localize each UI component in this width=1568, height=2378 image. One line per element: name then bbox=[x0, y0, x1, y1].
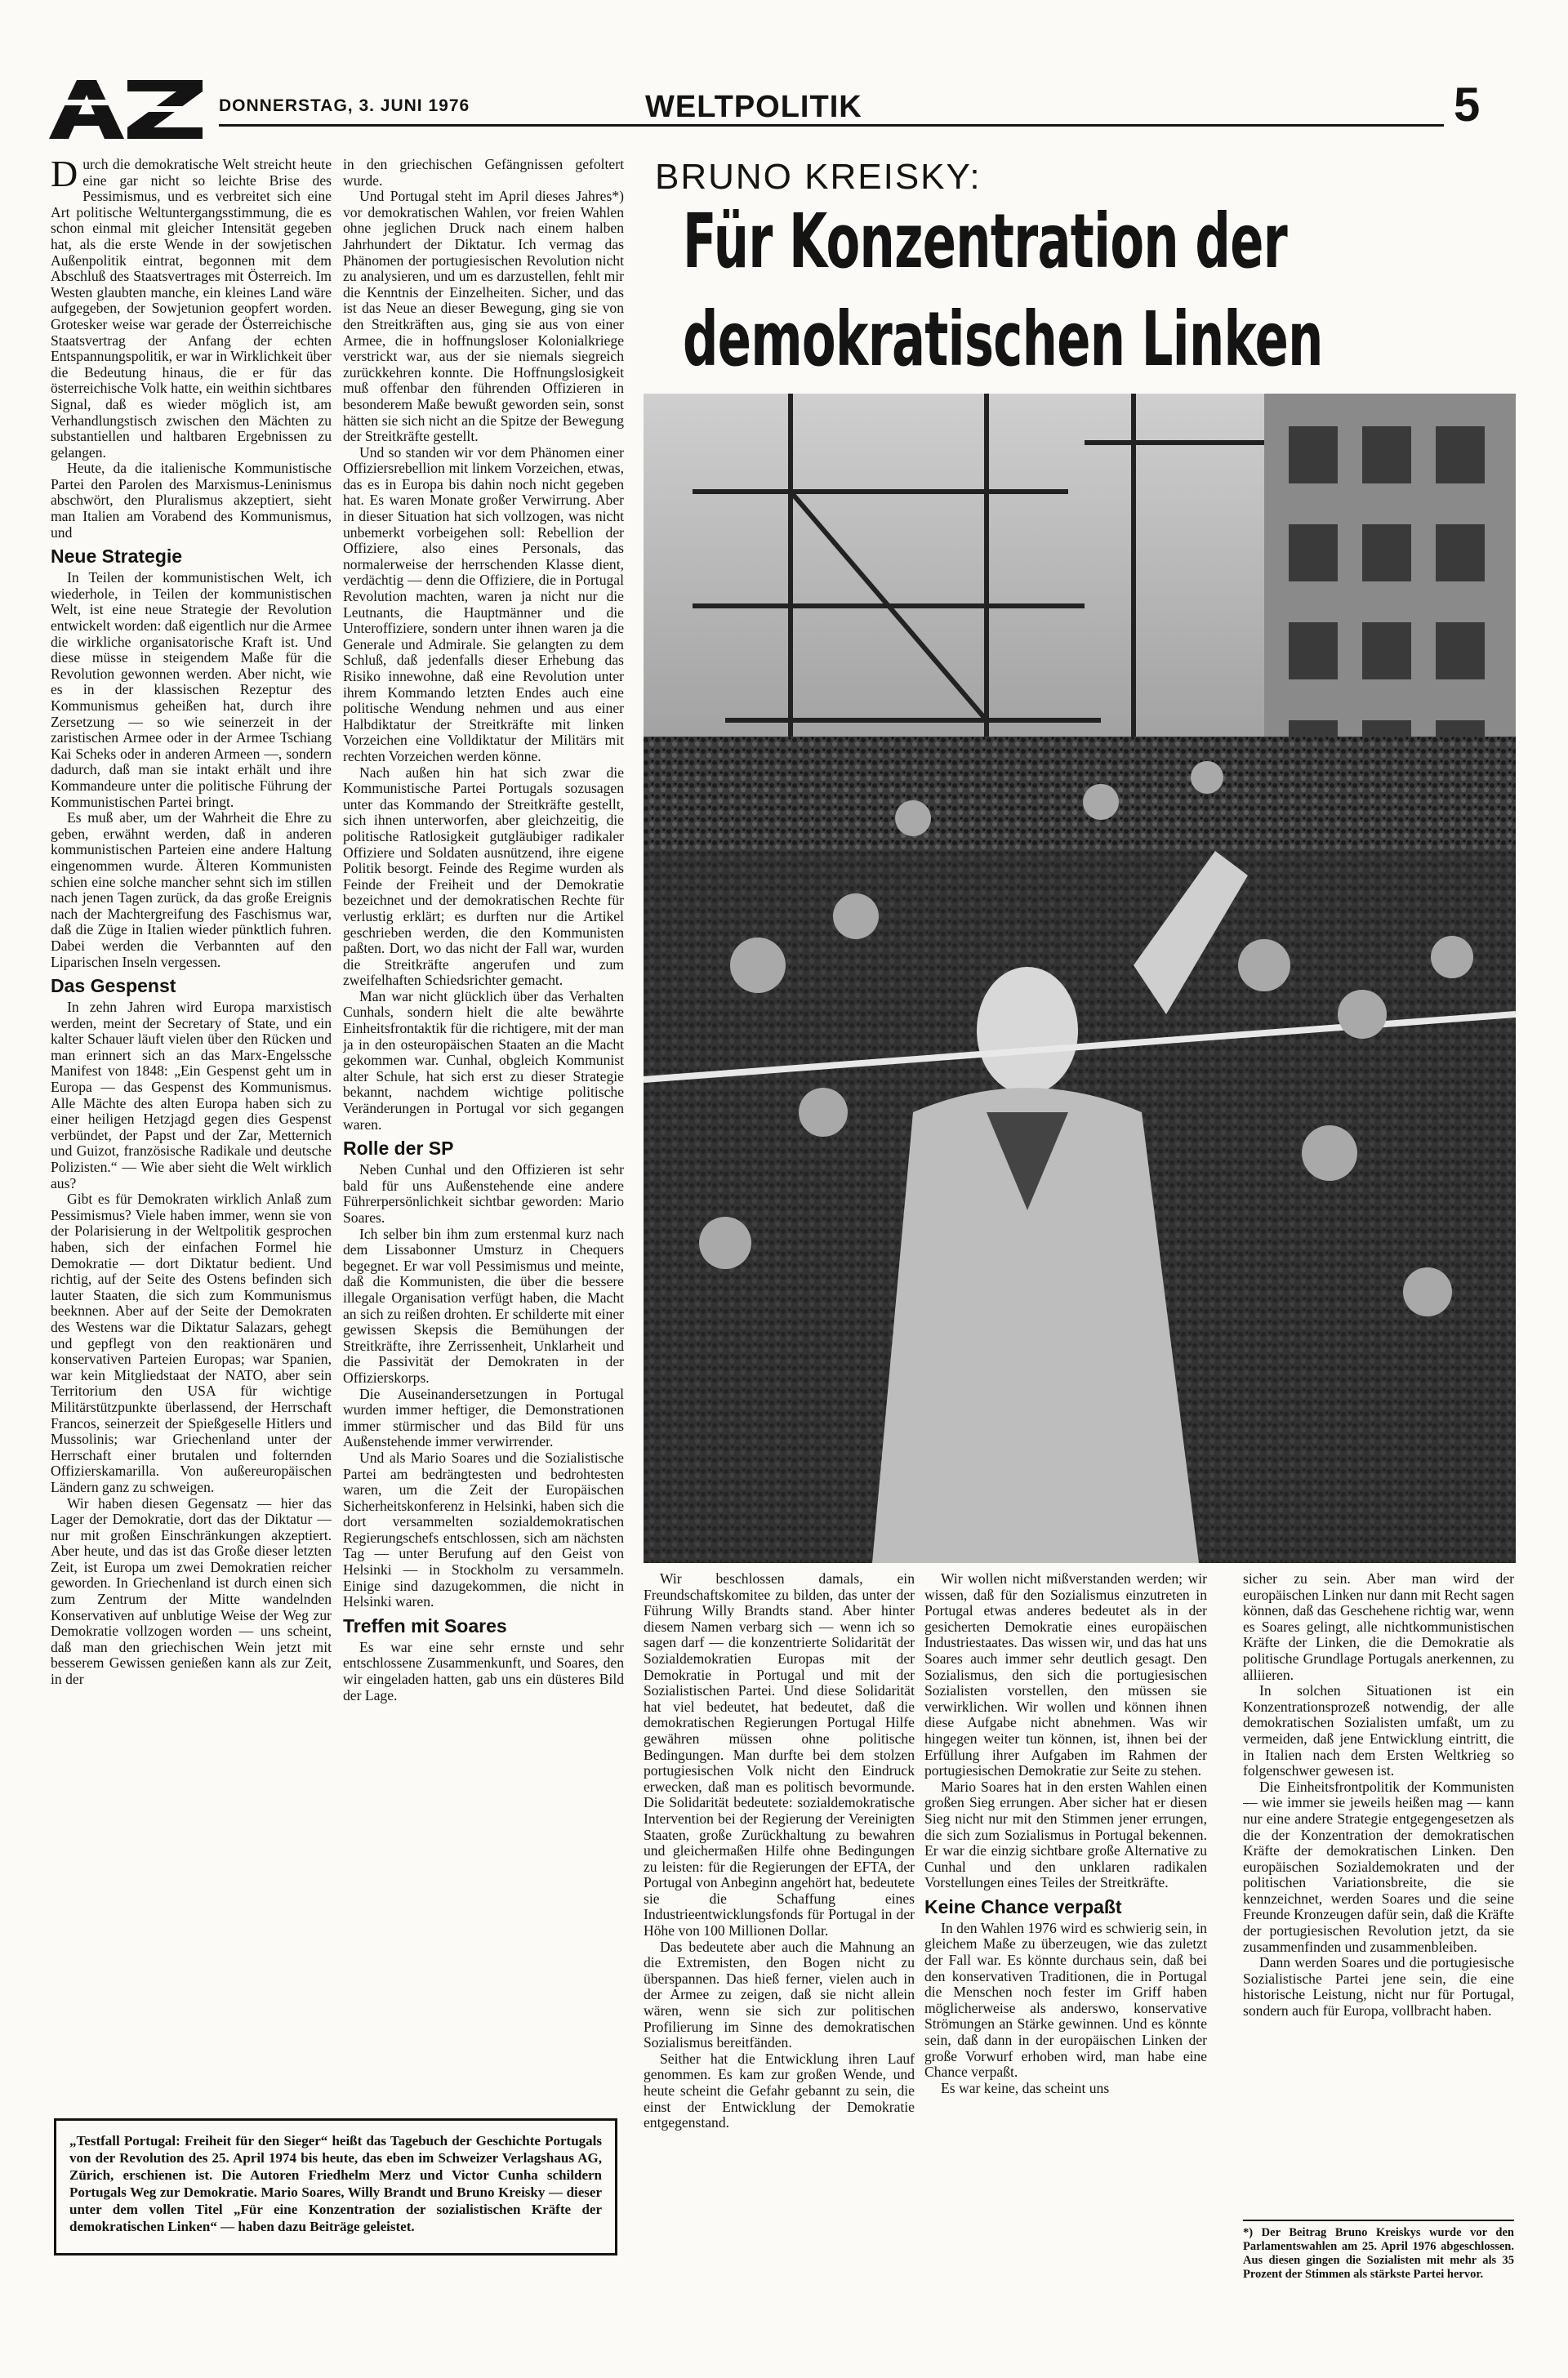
subheading-treffen-mit-soares: Treffen mit Soares bbox=[343, 1614, 507, 1637]
paragraph: Dann werden Soares und die portugiesische Sozialistische Partei jene sein, die eine historische Leistung, nicht nur für Portugal, sondern auch für Europa, vollbracht haben. bbox=[1243, 1954, 1514, 2020]
paragraph: Und als Mario Soares und die Sozialistische Partei am bedrängtesten und bedrohtesten waren, um die Zeit der Europäischen Sicherheitskonferenz in Helsinki, haben sich die dort versammelten sozialdemokratischen Regierungschefs entschlossen, sich am nächsten Tag — unter Berufung auf den Geist von Helsinki — in Stockholm zu versammeln. Einige sind dazugekommen, die nicht in Helsinki waren. bbox=[343, 1449, 624, 1610]
paragraph: Und so standen wir vor dem Phänomen einer Offiziersrebellion mit linkem Vorzeichen, etwas, das es in Europa bis dahin noch nicht gegeben hat. Es waren Monate großer Verwirrung. Aber in dieser Situation hat sich vollzogen, was nicht unbemerkt vorbeigehen soll: Rebellion der Offiziere, also eines Personals, das normalerweise der herrschenden Klasse dient, verdächtig — denn die Offiziere, die in Portugal Revolution machten, waren ja nicht nur die Leutnants, die Hauptmänner und die Unteroffiziere, sondern unter ihnen waren ja die Generale und Admirale. Sie gelangten zu dem Schluß, daß jedenfalls dieser Erhebung das Risiko innewohne, daß eine Revolution unter ihrem Kommando letzten Endes auch eine politische Wendung nehmen und aus einer Halbdiktatur der Streitkräfte mit linken Vorzeichen eine Volldiktatur der Militärs mit rechten Vorzeichen werden könne. bbox=[343, 443, 624, 764]
paragraph: Mario Soares hat in den ersten Wahlen einen großen Sieg errungen. Aber sicher hat er diesen Sieg nicht nur mit den Stimmen jener errungen, die sich zum Sozialismus in Portugal bekennen. Er war die einzig sichtbare große Alternative zu Cunhal und den unklaren radikalen Vorstellungen eines Teiles der Streitkräfte. bbox=[924, 1778, 1207, 1891]
paragraph: Nach außen hin hat sich zwar die Kommunistische Partei Portugals sozusagen unter das Kommando der Streitkräfte gestellt, sich ihnen unterworfen, aber gleichzeitig, die politische Ratlosigkeit gutgläubiger radikaler Offiziere und Soldaten ausnützend, ihre eigene Politik besorgt. Feinde des Regime wurden als Feinde der Freiheit und der Demokratie bezeichnet und der demokratischen Rechte für verlustig erklärt; es durften nur die Artikel geschrieben werden, die den Kommunisten paßten. Dort, wo das nicht der Fall war, wurden die Streitkräfte angerufen und zum zweifelhaften Schiedsrichter gemacht. bbox=[343, 764, 624, 989]
paragraph: In Teilen der kommunistischen Welt, ich wiederhole, in Teilen der kommunistischen Welt, ist eine neue Strategie der Revolution entwickelt worden: daß eigentlich nur die Armee die wirkliche organisatorische Kraft ist. Und diese müsse in steigendem Maße für die Revolution gewonnen werden. Aber nicht, wie es in der klassischen Rezeptur des Kommunismus geheißen hat, durch ihre Zersetzung — so wie seinerzeit in der zaristischen Armee oder in der Armee Tschiang Kai Scheks oder in anderen Armeen —, sondern dadurch, daß man sie intakt erhält und ihre Kommandeure unter die politische Führung der Kommunistischen Partei bringt. bbox=[51, 569, 332, 810]
paragraph-text: urch die demokratische Welt streicht heute eine gar nicht so leichte Brise des Pessimismus, und es verbreitet sich eine Art politische Weltuntergangsstimmung, die es schon einmal mit gleicher Intensität gegeben hat, als die erste Wende in der sowjetischen Außenpolitik eintrat, begonnen mit dem Abschluß des Staatsvertrages mit Österreich. Im Westen glaubten manche, ein kleines Land wäre aufgegeben, der Sowjetunion geopfert worden. Grotesker weise war gerade der Österreichische Staatsvertrag der Anfang der echten Entspannungspolitik, er war in Wirklichkeit über die Bedeutung hinaus, die er für das österreichische Volk hatte, ein weithin sichtbares Signal, daß es wieder möglich ist, am Verhandlungstisch zwischen den Mächten zu substantiellen und haltbaren Ergebnissen zu gelangen. bbox=[51, 157, 332, 461]
footnote: *) Der Beitrag Bruno Kreiskys wurde vor den Parlamentswahlen am 25. April 1976 abgeschlossen. Aus diesen gingen die Sozialisten mit mehr als 35 Prozent der Stimmen als stärkste Partei hervor. bbox=[1243, 2220, 1514, 2282]
paragraph: Es war eine sehr ernste und sehr entschlossene Zusammenkunft, und Soares, den wir eingeladen hatten, gab uns ein düsteres Bild der Lage. bbox=[343, 1638, 624, 1703]
page-number: 5 bbox=[1454, 78, 1481, 131]
paragraph: Neben Cunhal und den Offizieren ist sehr bald für uns Außenstehende eine andere Führerpersönlichkeit sichtbar geworden: Mario Soares. bbox=[343, 1161, 624, 1226]
subheading-rolle-der-sp: Rolle der SP bbox=[343, 1138, 454, 1160]
paragraph: In zehn Jahren wird Europa marxistisch werden, meint der Secretary of State, und ein kalter Schauer läuft vielen über den Rücken und man erinnert sich an das Marx-Engelssche Manifest von 1848: „Ein Gespenst geht um in Europa — das Gespenst des Kommunismus. Alle Mächte des alten Europa haben sich zu einer heiligen Hetzjagd gegen dies Gespenst verbündet, der Papst und der Zar, Metternich und Guizot, französische Radikale und deutsche Polizisten.“ — Wie aber sieht die Welt wirklich aus? bbox=[51, 999, 332, 1191]
paragraph: Man war nicht glücklich über das Verhalten Cunhals, sondern hielt die alte bewährte Einheitsfrontaktik für die richtigere, mit der man ja in den osteuropäischen Staaten an die Macht gekommen war. Cunhal, obgleich Kommunist alter Schule, hat sich erst zu dieser Strategie bekannt, nachdem wichtige politische Veränderungen in Portugal vor sich gegangen waren. bbox=[343, 987, 624, 1133]
masthead-rule bbox=[219, 124, 1444, 127]
crowd-photo bbox=[644, 394, 1516, 1563]
headline-line-2: demokratischen Linken bbox=[683, 296, 1323, 383]
paragraph: Wir haben diesen Gegensatz — hier das Lager der Demokratie, dort das der Diktatur — nur mit großen Einschränkungen akzeptiert. Aber heute, und das ist das Große dieser letzten Zeit, ist Europa um zwei Demokratien reicher geworden. In Griechenland ist durch einen sich zum Zentrum der Mitte wandelnden Konservativen auf unblutige Weise der Weg zur Demokratie vollzogen worden — uns scheint, daß man den griechischen Wein jetzt mit besserem Gewissen genießen kann als zur Zeit, in der bbox=[51, 1494, 332, 1688]
paragraph: Heute, da die italienische Kommunistische Partei den Parolen des Marxismus-Leninismus abschwört, den Pluralismus akzeptiert, sieht man Italien am Vorabend des Kommunismus, und bbox=[51, 460, 332, 541]
paragraph: In den Wahlen 1976 wird es schwierig sein, in gleichem Maße zu überzeugen, wie das zuletzt der Fall war. Es könnte durchaus sein, daß bei den konservativen Traditionen, die in Portugal die Menschen noch fester im Griff haben möglicherweise als anderswo, konservative Strömungen an Stärke gewinnen. Und es könnte sein, daß dann in der europäischen Linken der große Vorwurf erhoben wird, man habe eine Chance verpaßt. bbox=[924, 1919, 1207, 2081]
article-column-1 bbox=[51, 157, 332, 2100]
drop-cap: D bbox=[51, 157, 78, 194]
headline-kicker: BRUNO KREISKY: bbox=[655, 157, 982, 197]
section-title: WELTPOLITIK bbox=[645, 90, 862, 124]
subheading-das-gespenst: Das Gespenst bbox=[51, 975, 176, 997]
az-logo bbox=[49, 75, 204, 139]
paragraph: Wir wollen nicht mißverstanden werden; wir wissen, daß für den Sozialismus einzutreten in Portugal etwas anderes bedeutet als in der gesicherten Demokratie eines europäischen Industriestaates. Das wissen wir, und das hat uns Soares auch immer sehr deutlich gesagt. Den Sozialismus, den sich die portugiesischen Sozialisten vorstellen, den müssen sie verwirklichen. Wir wollen und können ihnen diese Aufgabe nicht abnehmen. Was wir hingegen weiter tun können, ist, ihnen bei der Erfüllung ihrer Aufgaben im Rahmen der portugiesischen Demokratie zur Seite zu stehen. bbox=[924, 1571, 1207, 1779]
paragraph: Ich selber bin ihm zum erstenmal kurz nach dem Lissabonner Umsturz in Chequers begegnet. Er war voll Pessimismus und meinte, daß die Kommunisten, die über die bessere illegale Organisation verfügt haben, die Macht an sich zu reißen drohten. Er schilderte mit einer gewissen Skepsis die Bemühungen der Streitkräfte, ihre Zerrissenheit, Unklarheit und die Passivität der Demokraten in der Offizierskorps. bbox=[343, 1225, 624, 1386]
paragraph: Die Einheitsfrontpolitik der Kommunisten — wie immer sie jeweils heißen mag — kann nur eine andere Strategie entgegengesetzen als die der Konzentration der demokratischen Kräfte der demokratischen Linken. Den europäischen Sozialdemokraten und der politischen Variationsbreite, die sie kennzeichnet, werden Soares und die seine Freunde Kronzeugen dafür sein, daß die Kräfte der portugiesischen Revolution jetzt, da sie zusammenfinden und zusammenbleiben. bbox=[1243, 1778, 1514, 1955]
subheading-neue-strategie: Neue Strategie bbox=[51, 546, 183, 568]
article-column-3 bbox=[644, 1571, 915, 2290]
issue-date: DONNERSTAG, 3. JUNI 1976 bbox=[219, 96, 470, 115]
paragraph: Und Portugal steht im April dieses Jahres*) vor demokratischen Wahlen, vor freien Wahlen ohne jeglichen Druck nach einem halben Jahrhundert der Diktatur. Ich vermag das Phänomen der portugiesischen Revolution nicht zu analysieren, und um es darzustellen, fehlt mir die Kenntnis der Einzelheiten. Sicher, und das ist das Neue an dieser Bewegung, ging sie von den Streitkräften aus, ging sie aus von einer Armee, die in hoffnungsloser Kolonialkriege verstrickt war, aus der sie niemals siegreich zurückkehren konnte. Die Hoffnungslosigkeit muß offenbar den führenden Offizieren in besonderem Maße bewußt geworden sein, sonst hätten sie sich nicht an die Spitze der Bewegung der Streitkräfte gestellt. bbox=[343, 188, 624, 445]
subheading-keine-chance-verpasst: Keine Chance verpaßt bbox=[924, 1895, 1122, 1917]
paragraph: Gibt es für Demokraten wirklich Anlaß zum Pessimismus? Viele haben immer, wenn sie von der Polarisierung in der Weltpolitik gesprochen haben, sich der einfachen Formel hie Demokratie — dort Diktatur bedient. Und richtig, auf der Seite des Ostens befinden sich lauter Staaten, die sich zum Kommunismus beeknnen. Aber auf der Seite der Demokraten des Westens war die Diktatur Salazars, gehegt und gepflegt von den reaktionären und konservativen Parteien Europas; war Spanien, war kein Mitgliedstaat der NATO, aber sein Territorium den USA für wichtige Militärstützpunkte überlassend, der Herrschaft Francos, seinerzeit der Spießgeselle Hitlers und Mussolinis; war Griechenland unter der Herrschaft einer brutalen und folternden Offizierskamarilla. Von außereuropäischen Ländern ganz zu schweigen. bbox=[51, 1191, 332, 1495]
paragraph: In solchen Situationen ist ein Konzentrationsprozeß notwendig, der alle demokratischen Sozialisten umfaßt, um zu vermeiden, daß jene Entwicklung eintritt, die in Italien nach dem Ersten Weltkrieg so folgenschwer gewesen ist. bbox=[1243, 1682, 1514, 1779]
paragraph: Wir beschlossen damals, ein Freundschaftskomitee zu bilden, das unter der Führung Willy Brandts stand. Aber hinter diesem Namen verbarg sich — wenn ich so sagen darf — die konzentrierte Solidarität der Sozialdemokratien Europas mit der Demokratie in Portugal und mit der Sozialistischen Partei. Und diese Solidarität hat viel bedeutet, hat bedeutet, daß die demokratischen Regierungen Portugal Hilfe gewähren müssen ohne politische Bedingungen. Man durfte bei dem stolzen portugiesischen Volk nicht den Eindruck erwecken, daß man es politisch bevormunde. Die Solidarität bedeutete: sozialdemokratische Intervention bei der Regierung der Vereinigten Staaten, große Zurückhaltung zu bewahren und gleichermaßen Hilfe ohne Bedingungen zu leisten: für die Regierungen der EFTA, der Portugal von Anbeginn angehört hat, bedeutete sie die Schaffung eines Industrieentwicklungsfonds für Portugal in der Höhe von 100 Millionen Dollar. bbox=[644, 1571, 915, 1939]
article-column-4 bbox=[924, 1571, 1207, 2290]
paragraph: Seither hat die Entwicklung ihren Lauf genommen. Es kam zur großen Wende, und heute scheint die Gefahr gebannt zu sein, die einst der Entwicklung der Demokratie entgegenstand. bbox=[644, 2050, 915, 2131]
paragraph: Es muß aber, um der Wahrheit die Ehre zu geben, erwähnt werden, daß in anderen kommunistischen Parteien eine andere Haltung eingenommen wurde. Älteren Kommunisten schien eine solche mancher sehnt sich im stillen nach jenen Tagen zurück, da das große Ereignis nach der Machtergreifung des Faschismus war, daß die Züge in Italien wieder pünktlich fuhren. Dabei werden die Verbannten auf den Liparischen Inseln vergessen. bbox=[51, 809, 332, 970]
paragraph: in den griechischen Gefängnissen gefoltert wurde. bbox=[343, 157, 624, 189]
article-column-5 bbox=[1243, 1571, 1514, 2208]
paragraph: Das bedeutete aber auch die Mahnung an die Extremisten, den Bogen nicht zu überspannen. Das hieß ferner, vielen auch in der Armee zu zeigen, daß sie nicht allein wären, wenn sie sich zur politischen Profilierung im Sinne des demokratischen Sozialismus bereitfänden. bbox=[644, 1938, 915, 2051]
article-column-2 bbox=[343, 157, 624, 2100]
paragraph: Die Auseinandersetzungen in Portugal wurden immer heftiger, die Demonstrationen immer stürmischer und das Bild für uns Außenstehende immer verwirrender. bbox=[343, 1385, 624, 1450]
paragraph: sicher zu sein. Aber man wird der europäischen Linken nur dann mit Recht sagen können, daß das Geschehene richtig war, wenn es Soares gelingt, alle nichtkommunistischen Kräfte der Linken, die die Demokratie als politische Grundlage Portugals anerkennen, zu alliieren. bbox=[1243, 1571, 1514, 1683]
book-note-box: „Testfall Portugal: Freiheit für den Sieger“ heißt das Tagebuch der Geschichte Portugals von der Revolution des 25. April 1974 bis heute, das eben im Schweizer Verlagshaus AG, Zürich, erschienen ist. Die Autoren Friedhelm Merz und Victor Cunha schildern Portugals Weg zur Demokratie. Mario Soares, Willy Brandt und Bruno Kreisky — dieser unter dem vollen Titel „Für eine Konzentration der sozialistischen Kräfte der demokratischen Linken“ — haben dazu Beiträge geleistet. bbox=[54, 2118, 617, 2256]
paragraph bbox=[51, 157, 332, 461]
paragraph: Es war keine, das scheint uns bbox=[941, 2079, 1110, 2096]
headline-line-1: Für Konzentration der bbox=[683, 198, 1288, 285]
